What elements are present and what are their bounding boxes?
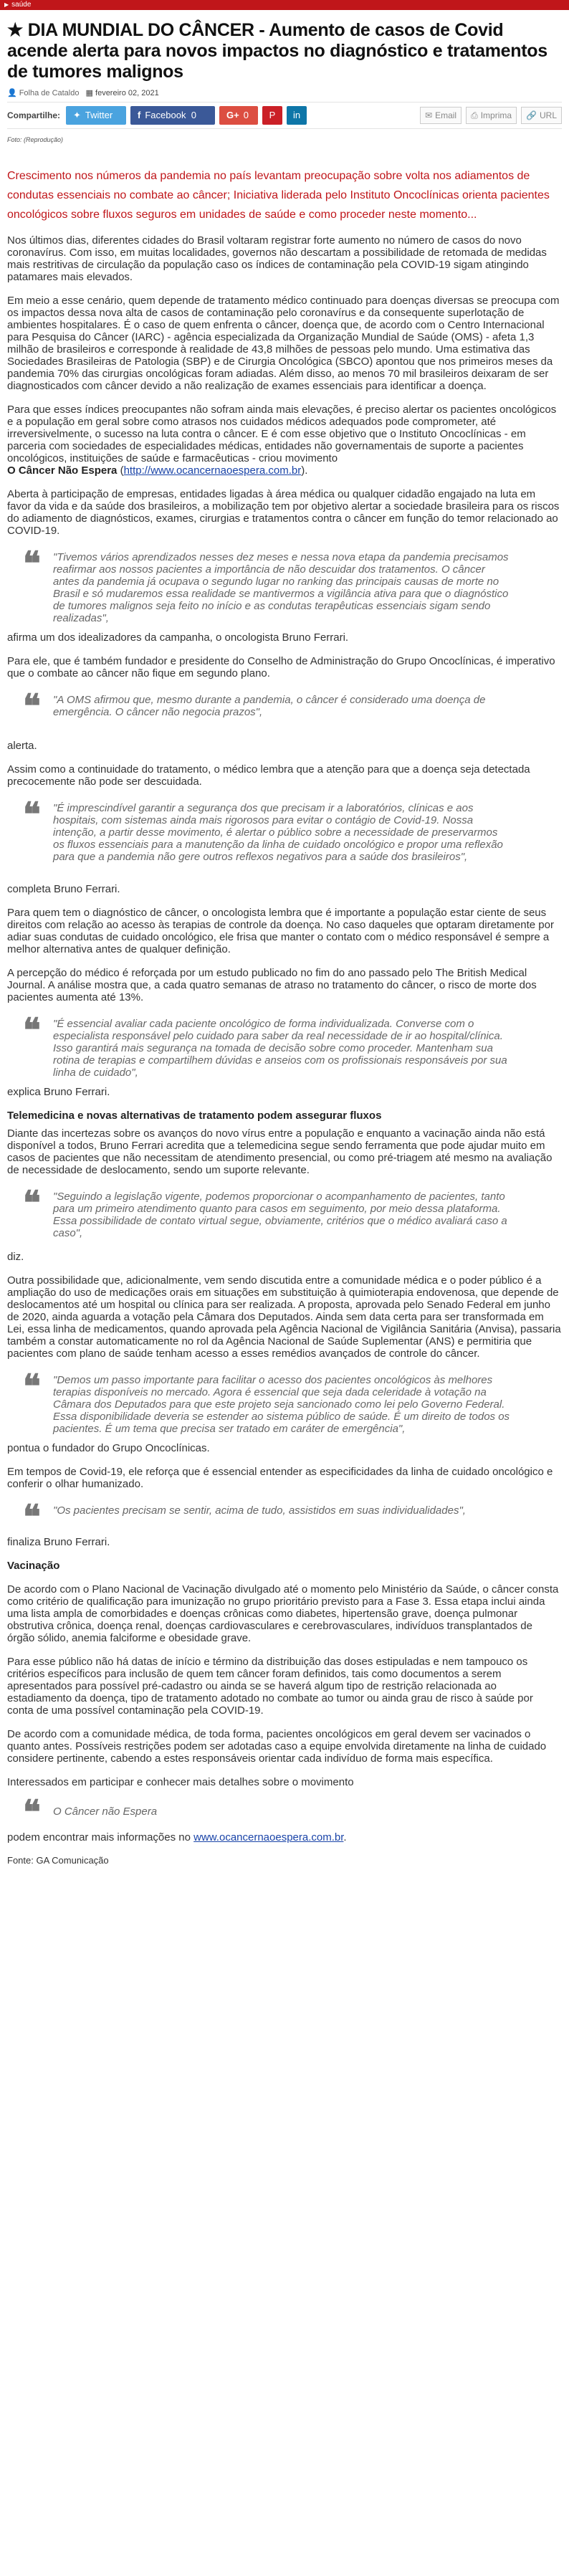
share-bar	[7, 102, 562, 129]
paragraph	[7, 1831, 562, 1843]
quote-attribution: pontua o fundador do Grupo Oncoclínicas.	[7, 1442, 210, 1454]
movement-link-footer[interactable]: www.ocancernaoespera.com.br	[193, 1831, 344, 1843]
paragraph: Interessados em participar e conhecer mais detalhes sobre o movimento	[7, 1776, 354, 1788]
period: .	[343, 1831, 347, 1843]
printer-icon: ⎙	[471, 110, 478, 120]
twitter-share-button[interactable]	[66, 106, 126, 125]
pinterest-icon: P	[269, 110, 276, 120]
paragraph: Assim como a continuidade do tratamento, o médico lembra que a atenção para que a doença seja detectada precocemente não pode ser descuidada.	[7, 763, 530, 788]
paragraph: Nos últimos dias, diferentes cidades do Brasil voltaram registrar forte aumento no número de casos do novo coronavírus. Com isso, em muitas localidades, governos não descartam a possibilidade de retomada de medidas mais restritivas de circulação da população caso os índices de contaminação pela COVID-19 sigam atingindo patamares mais elevados.	[7, 234, 547, 283]
quote-text: "Demos um passo importante para facilitar o acesso dos pacientes oncológicos às melhores terapias disponíveis no mercado. Agora é essencial que seja dada celeridade à votação na Câmara dos Deputados para que este projeto seja sancionado como lei pelo Governo Federal. Essa disponibilidade deveria se estender ao sistema público de saúde. É um direito de todos os pacientes. É um tema que precisa ser tratado em caráter de emergência",	[53, 1374, 510, 1435]
share-label: Compartilhe:	[7, 110, 61, 120]
breadcrumb-link[interactable]: saúde	[11, 1, 32, 9]
blockquote	[23, 687, 562, 725]
quote-text: "É imprescindível garantir a segurança dos que precisam ir a laboratórios, clínicas e aos hospitais, com sistemas ainda mais rigorosos para evitar o contágio de Covid-19. Nossa intenção, a partir desse movimento, é alertar o público sobre a necessidade de preservarmos os fluxos essenciais para a manutenção da linha de cuidado oncológico e propor uma reflexão para que a pandemia não gere outros reflexos negativos para a saúde dos brasileiros",	[53, 802, 503, 863]
paragraph: Aberta à participação de empresas, entidades ligadas à área médica ou qualquer cidadão engajado na luta em favor da vida e da saúde dos brasileiros, a mobilização tem por objetivo alertar a sociedade brasileira para os riscos do adiamento de diagnósticos, exames, cirurgias e tratamentos contra o câncer em função do temor relacionado ao COVID-19.	[7, 488, 560, 537]
twitter-label: Twitter	[85, 110, 113, 120]
quote-icon: ❝	[23, 1183, 41, 1222]
caret-right-icon: ▶	[4, 1, 9, 8]
paragraph: Para quem tem o diagnóstico de câncer, o oncologista lembra que é importante a população estar ciente de seus direitos com relação ao acesso às terapias de controle da doença. No caso daqueles que optaram diretamente por adiar suas condutas de cuidado oncológico, ele frisa que manter o contato com o médico responsável é sempre a melhor alternativa antes de qualquer definição.	[7, 907, 554, 955]
facebook-icon: f	[138, 110, 141, 120]
section-heading: Vacinação	[7, 1560, 60, 1572]
paragraph: De acordo com o Plano Nacional de Vacinação divulgado até o momento pelo Ministério da Saúde, o câncer consta como critério de qualificação para imunização no grupo prioritário previsto para a Fase 3. Essa etapa inclui ainda uma lista ampla de comorbidades e doenças crônicas como diabetes, hipertensão grave, doença pulmonar obstrutiva crônica, doença renal, doenças cardiovasculares e cerebrovasculares, indivíduos transplantados de órgão sólido, anemia falciforme e obesidade grave.	[7, 1583, 559, 1644]
url-label: URL	[539, 110, 557, 120]
facebook-count: 0	[191, 110, 196, 120]
paragraph: Em meio a esse cenário, quem depende de tratamento médico continuado para doenças diversas se preocupa com os impactos dessa nova alta de casos de contaminação pelo coronavírus e da consequente superlotação de ambientes hospitalares. É o caso de quem enfrenta o câncer, doença que, de acordo com o Centro Internacional para Pesquisa do Câncer (IARC) - agência especializada da Organização Mundial de Saúde (OMS) - afeta 1,3 milhão de brasileiros e corresponde à realidade de 43,8 milhões de pessoas pelo mundo. Uma estimativa das Sociedades Brasileiras de Patologia (SBP) e de Cirurgia Oncológica (SBCO) apontou que nos primeiros meses da pandemia 70% das cirurgias oncológicas foram adiadas. Além disso, ao menos 70 mil brasileiros deixaram de ser diagnosticados com câncer devido a não realização de exames essenciais para identificar a doença.	[7, 295, 560, 392]
publish-date-text: fevereiro 02, 2021	[95, 89, 159, 97]
quote-text: "A OMS afirmou que, mesmo durante a pandemia, o câncer é considerado uma doença de emergência. O câncer não negocia prazos",	[53, 694, 486, 718]
quote-icon: ❝	[23, 1497, 41, 1536]
paragraph: Para esse público não há datas de início e término da distribuição das doses estipuladas e nem tampouco os critérios específicos para inclusão de quem tem câncer foram definidos, tais como documentos a serem apresentados para possível pré-cadastro ou ainda se se haverá algum tipo de restrição relacionada ao estadiamento da doença, tipo de tratamento adotado no combate ao tumor ou ainda grau de risco à saúde por conta de uma possível contaminação pela COVID-19.	[7, 1656, 533, 1717]
blockquote	[23, 1011, 562, 1079]
movement-name: O Câncer Não Espera	[7, 464, 118, 477]
quote-icon: ❝	[23, 1793, 41, 1831]
quote-attribution: explica Bruno Ferrari.	[7, 1086, 110, 1098]
breadcrumb-bar	[0, 0, 569, 10]
section-heading: Telemedicina e novas alternativas de tratamento podem assegurar fluxos	[7, 1110, 382, 1122]
article-meta	[7, 88, 562, 97]
quote-text: "Tivemos vários aprendizados nesses dez meses e nessa nova etapa da pandemia precisamos reafirmar aos nossos pacientes a importância de não descuidar dos tratamentos. O câncer antes da pandemia já ocupava o segundo lugar no ranking das principais causas de morte no Brasil e só mudaremos essa realidade se mantivermos a vigilância ativa para que o diagnóstico de tumores malignos seja feito no início e as condutas terapêuticas essenciais sigam sendo realizadas",	[53, 551, 509, 624]
quote-text: O Câncer não Espera	[53, 1805, 158, 1818]
blockquote	[23, 1367, 562, 1435]
linkedin-share-button[interactable]	[287, 106, 307, 125]
twitter-icon: ✦	[73, 110, 81, 120]
star-icon: ★	[7, 20, 24, 40]
blockquote	[23, 1183, 562, 1239]
envelope-icon: ✉	[425, 110, 433, 120]
print-button[interactable]	[466, 107, 517, 124]
quote-attribution: finaliza Bruno Ferrari.	[7, 1536, 110, 1548]
facebook-label: Facebook	[145, 110, 186, 120]
user-icon: 👤	[7, 89, 17, 97]
source-credit: Fonte: GA Comunicação	[7, 1855, 109, 1866]
quote-text: "É essencial avaliar cada paciente oncológico de forma individualizada. Converse com o especialista responsável pelo cuidado para saber da real necessidade de ir ao hospital/clínica. Isso garantirá mais segurança na tomada de decisão sobre como proceder. Mantenham sua rotina de terapias e compartilhem dúvidas e anseios com os profissionais responsáveis por sua linha de cuidado",	[53, 1018, 507, 1079]
blockquote	[23, 1497, 562, 1536]
author-name[interactable]: Folha de Cataldo	[19, 89, 80, 97]
blockquote	[23, 544, 562, 624]
gplus-icon: G+	[226, 110, 239, 120]
paragraph-text: Para que esses índices preocupantes não sofram ainda mais elevações, é preciso alertar os pacientes oncológicos e a população em geral sobre como atrasos nos cuidados médicos adequados pode comprometer, até irreversivelmente, o sucesso na luta contra o câncer. E é com esse objetivo que o Instituto Oncoclínicas - em parceria com sociedades de especialidades médicas, entidades não governamentais de suporte a pacientes oncológicos, instituições de saúde e farmacêuticas - criou movimento	[7, 404, 557, 464]
paragraph	[7, 404, 562, 477]
article-lead: Crescimento nos números da pandemia no país levantam preocupação sobre volta nos adiamentos de condutas essenciais no combate ao câncer; Iniciativa liderada pelo Instituto Oncoclínicas orienta pacientes oncológicos sobre fluxos seguros em unidades de saúde e como proceder neste momento...	[7, 170, 550, 221]
link-icon: 🔗	[526, 110, 537, 120]
paragraph: De acordo com a comunidade médica, de toda forma, pacientes oncológicos em geral devem ser vacinados o quanto antes. Possíveis restrições podem ser adotadas caso a equipe envolvida diretamente na linha de cuidado considere pertinente, cabendo a estes responsáveis orientar cada indivíduo de forma mais específica.	[7, 1728, 547, 1765]
paragraph-text: podem encontrar mais informações no	[7, 1831, 194, 1843]
quote-attribution: alerta.	[7, 740, 37, 752]
gplus-count: 0	[243, 110, 249, 120]
gplus-share-button[interactable]	[219, 106, 258, 125]
paragraph: Para ele, que é também fundador e presidente do Conselho de Administração do Grupo Oncoclínicas, é imperativo que o combate ao câncer não fique em segundo plano.	[7, 655, 555, 679]
article-title	[7, 20, 562, 82]
quote-icon: ❝	[23, 687, 41, 725]
movement-link[interactable]: http://www.ocancernaoespera.com.br	[123, 464, 302, 477]
quote-icon: ❝	[23, 1367, 41, 1406]
article	[0, 20, 569, 1866]
photo-caption: Foto: (Reprodução)	[7, 136, 64, 143]
quote-attribution: afirma um dos idealizadores da campanha, o oncologista Bruno Ferrari.	[7, 631, 349, 644]
email-button[interactable]	[420, 107, 462, 124]
quote-icon: ❝	[23, 1011, 41, 1049]
calendar-icon: ▦	[85, 89, 93, 97]
quote-text: "Os pacientes precisam se sentir, acima de tudo, assistidos em suas individualidades",	[53, 1504, 466, 1517]
email-label: Email	[435, 110, 457, 120]
share-tools	[416, 107, 562, 124]
quote-text: "Seguindo a legislação vigente, podemos proporcionar o acompanhamento de pacientes, tanto para um primeiro atendimento quanto para casos em seguimento, por meio dessa plataforma. Essa possibilidade de contato virtual segue, obviamente, critérios que o médico avaliará caso a caso",	[53, 1191, 507, 1239]
publish-date	[86, 89, 159, 97]
pinterest-share-button[interactable]	[262, 106, 282, 125]
paragraph: A percepção do médico é reforçada por um estudo publicado no fim do ano passado pelo The British Medical Journal. A análise mostra que, a cada quatro semanas de atraso no tratamento do câncer, o risco de morte dos pacientes aumenta até 13%.	[7, 967, 537, 1003]
paragraph: Em tempos de Covid-19, ele reforça que é essencial entender as especificidades da linha de cuidado oncológico e conferir o olhar humanizado.	[7, 1466, 553, 1490]
paragraph: Outra possibilidade que, adicionalmente, vem sendo discutida entre a comunidade médica e o poder público é a ampliação do uso de medicações orais em situações em substituição à quimioterapia endovenosa, que depende de deslocamentos até um hospital ou clínica para ser realizada. A proposta, aprovada pelo Senado Federal em junho de 2020, ainda aguarda a votação pela Câmara dos Deputados. Ainda sem data certa para ser transformada em Lei, essa linha de medicamentos, quando aprovada pela Agência Nacional de Vigilância Sanitária (Anvisa), passaria também a constar automaticamente no rol da Agência Nacional de Saúde Suplementar (ANS) e permitiria que pacientes com plano de saúde tenham acesso a esses remédios avançados de controle do câncer.	[7, 1274, 561, 1360]
paren-open: (	[117, 464, 124, 477]
quote-icon: ❝	[23, 544, 41, 583]
quote-icon: ❝	[23, 795, 41, 834]
url-button[interactable]	[521, 107, 562, 124]
print-label: Imprima	[480, 110, 512, 120]
paragraph: Diante das incertezas sobre os avanços do novo vírus entre a população e enquanto a vacinação ainda não está disponível a todos, Bruno Ferrari acredita que a telemedicina segue sendo ferramenta que pode ajudar muito em casos de pacientes que não necessitam de atendimento presencial, ou como pré-triagem até mesmo na avaliação de necessidade de deslocamento, sendo um suporte relevante.	[7, 1127, 553, 1176]
linkedin-icon: in	[292, 110, 301, 120]
quote-attribution: completa Bruno Ferrari.	[7, 883, 120, 895]
quote-attribution: diz.	[7, 1251, 24, 1263]
article-title-text: DIA MUNDIAL DO CÂNCER - Aumento de casos de Covid acende alerta para novos impactos no diagnóstico e tratamentos de tumores malignos	[7, 20, 548, 82]
blockquote	[23, 795, 562, 863]
paren-close: ).	[301, 464, 308, 477]
facebook-share-button[interactable]	[130, 106, 215, 125]
blockquote	[23, 1793, 562, 1831]
